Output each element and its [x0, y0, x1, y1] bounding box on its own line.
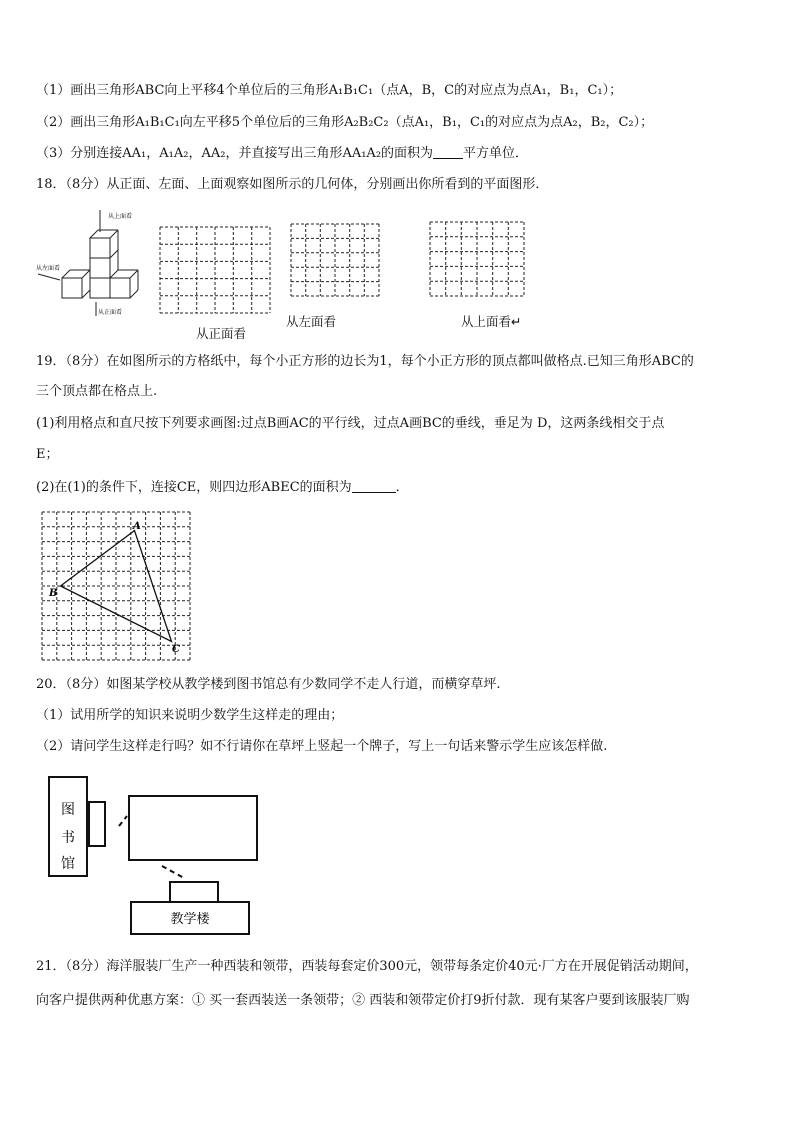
- q17-part3: [36, 145, 528, 163]
- campus-map: [48, 776, 260, 936]
- q20-part1: （1）试用所学的知识来说明少数学生这样走的理由；: [36, 708, 344, 723]
- q17-part1: （1）画出三角形ABC向上平移4个单位后的三角形A₁B₁C₁（点A，B，C的对应点为点A₁，B₁，C₁）；: [36, 83, 623, 98]
- q19-question-line1: 19．（8分）在如图所示的方格纸中，每个小正方形的边长为1，每个小正方形的顶点都叫做格点.已知三角形ABC的: [36, 354, 694, 369]
- vertex-c-label: C: [172, 644, 180, 655]
- answer-blank: [352, 480, 396, 493]
- library-char-3: 馆: [61, 856, 75, 872]
- grid-top-view: [430, 222, 524, 296]
- q19-part2-text: (2)在(1)的条件下，连接CE，则四边形ABEC的面积为: [36, 480, 352, 495]
- q18-question: 18．（8分）从正面、左面、上面观察如图所示的几何体，分别画出你所看到的平面图形．: [36, 177, 549, 192]
- vertex-a-label: A: [133, 521, 141, 532]
- caption-front-view: 从正面看: [196, 326, 247, 341]
- view-label-front: 从正面看: [98, 309, 123, 316]
- q21-question-line2: 向客户提供两种优惠方案：① 买一套西装送一条领带；② 西装和领带定价打9折付款．现有某客户要到该服装厂购: [36, 993, 690, 1008]
- answer-blank: [433, 146, 463, 159]
- view-label-left: 从左面看: [36, 265, 61, 272]
- vertex-b-label: B: [49, 588, 58, 599]
- q20-question: 20．（8分）如图某学校从教学楼到图书馆总有少数同学不走人行道，而横穿草坪.: [36, 677, 501, 692]
- library-char-1: 图: [61, 802, 75, 818]
- grid-left-view: [291, 224, 379, 296]
- caption-left-view: 从左面看: [286, 314, 337, 329]
- q19-part2-end: ．: [395, 480, 409, 495]
- solid-figure: [34, 208, 154, 320]
- q19-question-line2: 三个顶点都在格点上.: [36, 384, 158, 399]
- grid-front-view: [160, 227, 270, 313]
- q17-part3-unit: 平方单位．: [463, 146, 529, 161]
- teaching-building-label: 教学楼: [170, 912, 210, 927]
- q17-part3-text: （3）分别连接AA₁，A₁A₂，AA₂，并直接写出三角形AA₁A₂的面积为: [36, 146, 434, 161]
- q19-grid-triangle: [42, 512, 190, 660]
- library-char-2: 书: [61, 830, 75, 846]
- q19-part1-line2: E；: [36, 447, 59, 462]
- q17-part2: （2）画出三角形A₁B₁C₁向左平移5个单位后的三角形A₂B₂C₂（点A₁，B₁，C₁的对应点为点A₂，B₂，C₂）；: [36, 115, 654, 130]
- caption-top-view: 从上面看↵: [461, 314, 522, 329]
- q21-question-line1: 21．（8分）海洋服装厂生产一种西装和领带，西装每套定价300元，领带每条定价40元·厂方在开展促销活动期间，: [36, 959, 698, 974]
- q19-part2: [36, 479, 409, 497]
- view-label-top: 从上面看: [108, 213, 133, 220]
- q20-part2: （2）请问学生这样走行吗？如不行请你在草坪上竖起一个牌子，写上一句话来警示学生应该怎样做.: [36, 739, 608, 754]
- q19-part1-line1: (1)利用格点和直尺按下列要求画图:过点B画AC的平行线，过点A画BC的垂线，垂足为 D，这两条线相交于点: [36, 416, 665, 431]
